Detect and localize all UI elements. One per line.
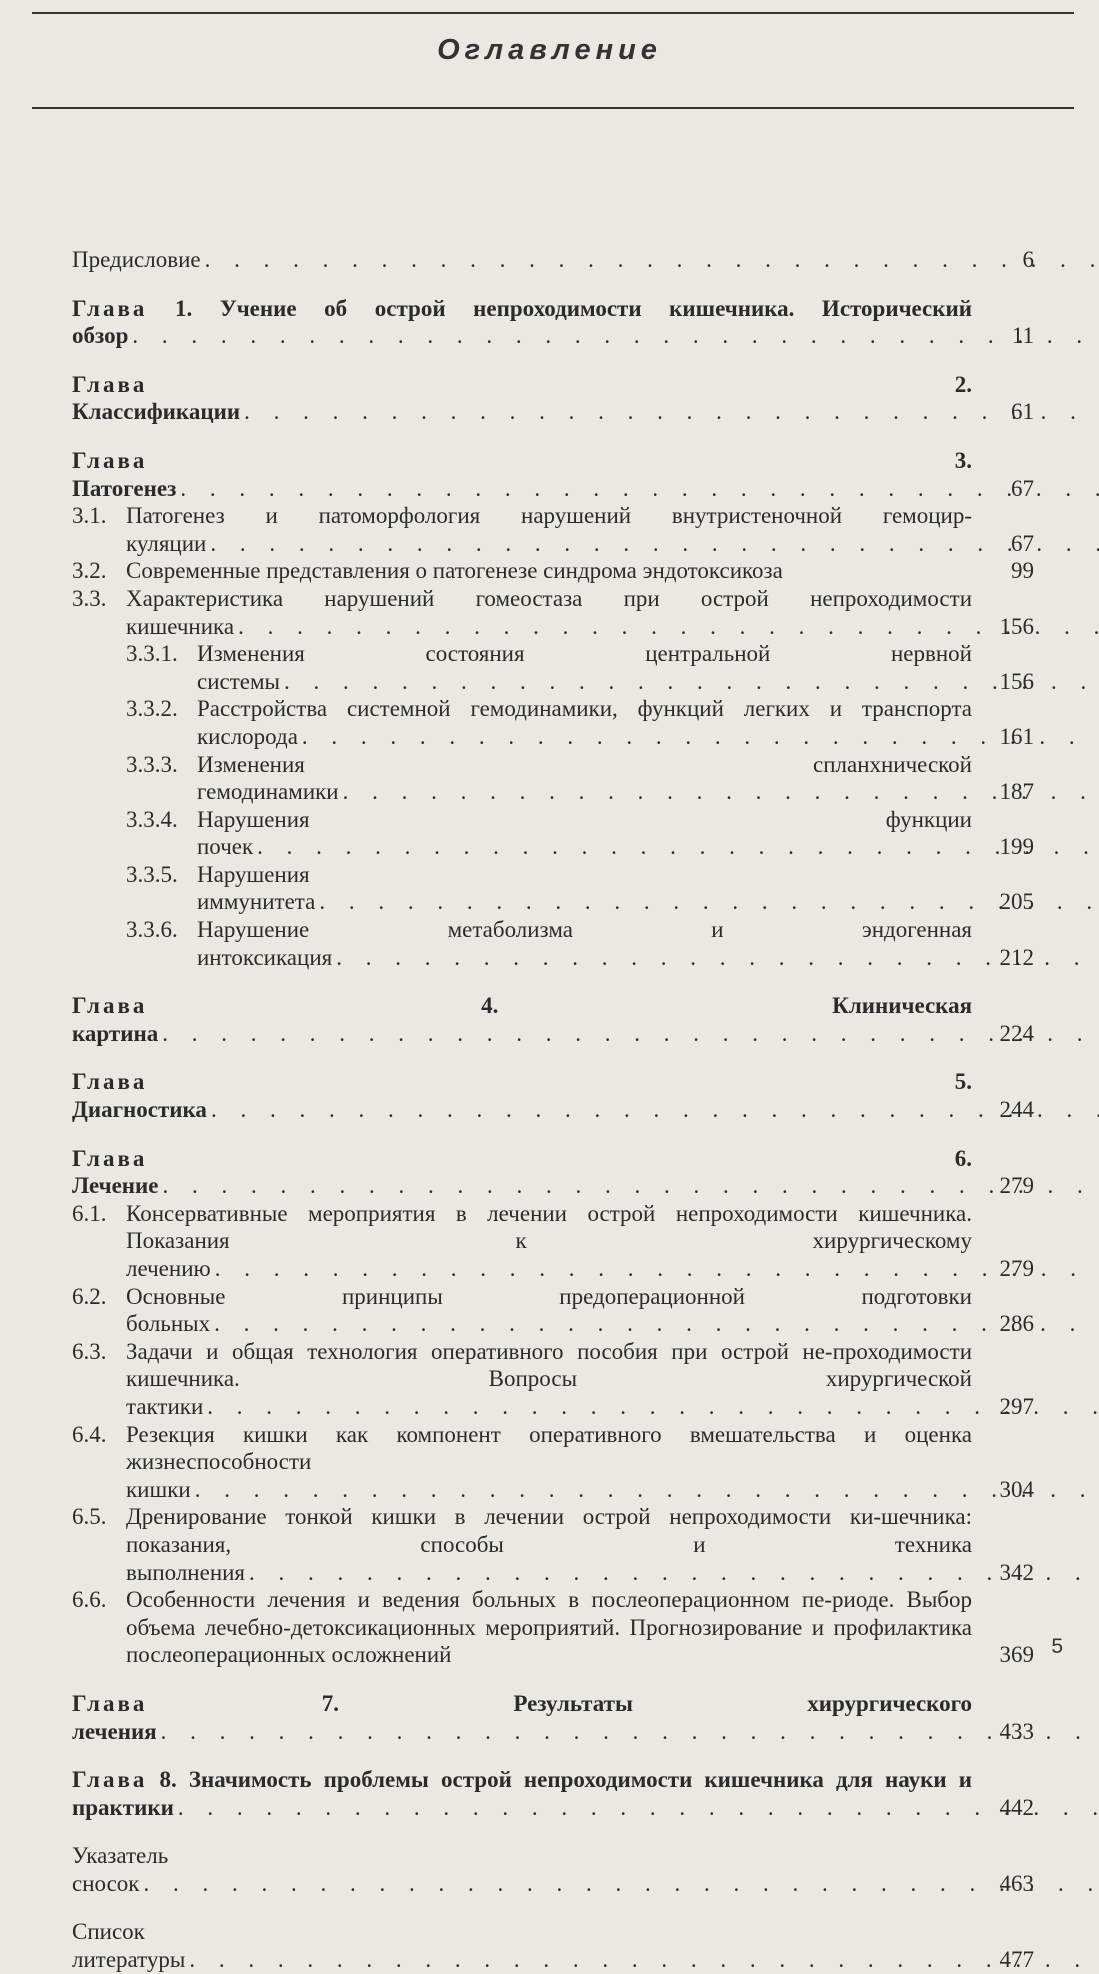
toc-page-number: 61 [1011,399,1034,425]
toc-chapter-number: 5. [954,1069,972,1095]
toc-entry-title: Диагностика [72,1097,207,1123]
toc-section-entry [72,1338,1034,1421]
toc-section-entry [72,806,1034,861]
toc-entry-title: Предисловие [72,247,201,272]
toc-section-entry [72,502,1034,557]
toc-entry-body [72,1068,1034,1123]
toc-section-number: 3.2. [72,558,107,584]
header-top-rule [32,12,1074,14]
toc-page-number: 244 [999,1097,1034,1123]
toc-section-entry [72,1421,1034,1504]
toc-section-number: 3.3. [72,585,107,611]
toc-entry-title: Изменения состояния центральной нервной системы [197,641,972,694]
toc-dot-leader [210,531,1099,556]
toc-chapter-entry [72,1145,1034,1200]
toc-dot-leader [214,1311,1099,1336]
toc-entry-body [126,1421,1034,1504]
toc-chapter-number: 7. [321,1690,339,1716]
toc-page-number: 11 [1011,323,1034,349]
toc-entry-body [72,1690,1034,1745]
toc-entry-title: Расстройства системной гемодинамики, функций легких и транспорта кислорода [197,696,972,749]
toc-entry-body [197,861,1034,916]
toc-entry-title: Резекция кишки как компонент оперативного вмешательства и оценка жизнеспособности кишки [126,1421,972,1502]
toc-dot-leader [163,1173,1099,1198]
toc-entry [72,246,1034,274]
toc-entry-title: Основные принципы предоперационной подготовки больных [126,1283,972,1337]
toc-dot-leader [189,1947,1099,1972]
toc-chapter-entry [72,295,1034,350]
toc-entry-title: Классификации [72,399,241,425]
page-title: Оглавление [437,34,662,66]
toc-entry-body [126,502,1034,557]
toc-entry-title: Дренирование тонкой кишки в лечении острой непроходимости ки-шечника: показания, способы и техника выполнения [126,1504,972,1585]
toc-entry-title: Особенности лечения и ведения больных в послеоперационном пе-риоде. Выбор объема лечебно-детоксикационных мероприятий. Прогнозирование и профилактика послеоперационных осложнений [126,1587,972,1668]
toc-section-number: 3.3.6. [126,917,178,943]
toc-section-entry [72,751,1034,806]
toc-entry-body [72,371,1034,426]
toc-page-number: 369 [999,1642,1034,1668]
toc-page-number: 342 [999,1559,1034,1585]
toc-chapter-label: Глава [72,447,148,473]
toc-chapter-number: 3. [954,447,972,473]
toc-entry-title: Лечение [72,1173,159,1199]
toc-entry-body [126,1200,1034,1283]
toc-dot-leader [211,1097,1099,1122]
toc-entry-title: Патогенез и патоморфология нарушений внутристеночной гемоцир-куляции [126,503,972,556]
toc-entry-title: Нарушения иммунитета [197,861,316,915]
toc-page-number: 224 [999,1020,1034,1046]
toc-dot-leader [215,1256,1099,1281]
header-bottom-rule [32,107,1074,109]
toc-entry-body [126,1503,1034,1586]
toc-entry-title: Клиническая картина [72,993,973,1046]
toc-page-number: 297 [999,1393,1034,1419]
toc-entry [72,1918,1034,1973]
toc-chapter-label: Глава [72,295,148,321]
toc-entry-body [72,1145,1034,1200]
toc-entry-body [197,806,1034,861]
toc-dot-leader [180,476,1099,501]
toc-chapter-number: 6. [954,1145,972,1171]
toc-entry-title: Нарушение метаболизма и эндогенная интоксикация [197,917,972,970]
toc-section-number: 6.2. [72,1283,107,1309]
toc-entry-title: Консервативные мероприятия в лечении острой непроходимости кишечника. Показания к хирургическому лечению [126,1200,972,1281]
toc-section-entry [72,1200,1034,1283]
toc-page-number: 279 [999,1256,1034,1281]
toc-section-number: 3.3.4. [126,806,178,832]
toc-dot-leader [195,1477,1099,1502]
toc-entry-title: Значимость проблемы острой непроходимости кишечника для науки и практики [72,1767,972,1820]
toc-entry-body [72,1918,1034,1973]
toc-page-number: 477 [999,1947,1034,1973]
toc-page-number: 433 [999,1718,1034,1744]
toc-section-number: 3.1. [72,503,107,529]
toc-chapter-label: Глава [72,1690,148,1716]
toc-entry-title: Результаты хирургического лечения [72,1690,972,1744]
toc-entry-body [197,751,1034,806]
toc-page-number: 286 [999,1311,1034,1337]
toc-entry-body [72,447,1034,502]
toc-chapter-number: 2. [954,371,972,397]
toc-section-entry [72,861,1034,916]
toc-dot-leader [178,1795,1099,1820]
toc-chapter-entry [72,371,1034,426]
toc-chapter-number: 8. [159,1767,177,1793]
toc-chapter-label: Глава [72,1767,148,1793]
toc-entry-title: Современные представления о патогенезе синдрома эндотоксикоза [126,558,783,584]
toc-entry-body [126,557,1034,585]
toc-entry-title: Характеристика нарушений гомеостаза при острой непроходимости кишечника [126,585,972,639]
toc-entry-title: Нарушения функции почек [197,806,972,860]
toc-entry-body [72,992,1034,1047]
toc-entry-title: Указатель сносок [72,1843,169,1896]
toc-page-number: 212 [999,944,1034,970]
toc-section-entry [72,1586,1034,1669]
toc-section-number: 3.3.3. [126,751,178,777]
toc-section-entry [72,585,1034,640]
toc-dot-leader [244,399,1099,424]
toc-section-number: 6.6. [72,1587,107,1613]
toc-chapter-entry [72,1690,1034,1745]
toc-page-number: 199 [999,834,1034,860]
toc-page-number: 67 [1011,475,1034,501]
toc-entry [72,1842,1034,1897]
toc-dot-leader [161,1719,1099,1744]
toc-section-number: 6.1. [72,1200,107,1226]
toc-page-number: 442 [999,1794,1034,1820]
toc-dot-leader [207,1394,1099,1419]
toc-section-number: 3.3.1. [126,641,178,667]
toc-entry-body [72,295,1034,350]
toc-entry-body [126,1338,1034,1421]
toc-page-number: 304 [999,1476,1034,1502]
toc-chapter-number: 4. [481,993,499,1019]
toc-page-number: 67 [1011,530,1034,556]
toc-section-number: 3.3.5. [126,861,178,887]
toc-entry-body [126,585,1034,640]
toc-section-number: 6.5. [72,1504,107,1530]
toc-entry-body [72,246,1034,274]
toc-section-entry [72,557,1034,585]
toc-chapter-entry [72,447,1034,502]
toc-entry-body [126,1283,1034,1338]
toc-entry-title: Изменения спланхнической гемодинамики [197,751,972,805]
toc-section-number: 3.3.2. [126,696,178,722]
toc-chapter-entry [72,992,1034,1047]
toc-section-entry [72,1283,1034,1338]
toc-chapter-label: Глава [72,1069,148,1095]
toc-entry-body [197,640,1034,695]
toc-entry-body [72,1842,1034,1897]
page-number: 5 [1051,1635,1063,1658]
toc-entry-body [197,916,1034,971]
toc-page-number: 463 [999,1870,1034,1896]
toc-chapter-label: Глава [72,1145,148,1171]
toc-dot-leader [162,1021,1099,1046]
table-of-contents [72,246,1034,1974]
toc-chapter-entry [72,1068,1034,1123]
toc-chapter-label: Глава [72,993,148,1019]
toc-dot-leader [238,614,1099,639]
toc-page-number: 161 [999,723,1034,749]
toc-page-number: 156 [999,613,1034,639]
toc-entry-title: Учение об острой непроходимости кишечника. Исторический обзор [72,295,972,349]
toc-section-number: 6.3. [72,1338,107,1364]
toc-entry-title: Список литературы [72,1919,186,1973]
toc-section-entry [72,695,1034,750]
toc-page-number: 6 [1022,247,1034,272]
toc-entry-body [197,695,1034,750]
toc-entry-body [72,1766,1034,1821]
toc-dot-leader [143,1871,1099,1896]
toc-chapter-entry [72,1766,1034,1821]
toc-section-entry [72,640,1034,695]
toc-entry-title: Патогенез [72,475,177,501]
toc-section-entry [72,1503,1034,1586]
toc-dot-leader [205,247,1099,272]
toc-page-number: 99 [1011,558,1034,584]
toc-section-entry [72,916,1034,971]
toc-section-number: 6.4. [72,1421,107,1447]
toc-dot-leader [132,323,1099,348]
toc-chapter-number: 1. [174,295,193,321]
toc-page-number: 187 [999,779,1034,805]
toc-chapter-label: Глава [72,371,148,397]
toc-entry-title: Задачи и общая технология оперативного пособия при острой не-проходимости кишечника. Вопросы хирургической тактики [126,1338,972,1419]
toc-page-number: 279 [999,1173,1034,1199]
toc-page-number: 156 [999,668,1034,694]
toc-page-number: 205 [999,889,1034,915]
toc-entry-body [126,1586,1034,1669]
